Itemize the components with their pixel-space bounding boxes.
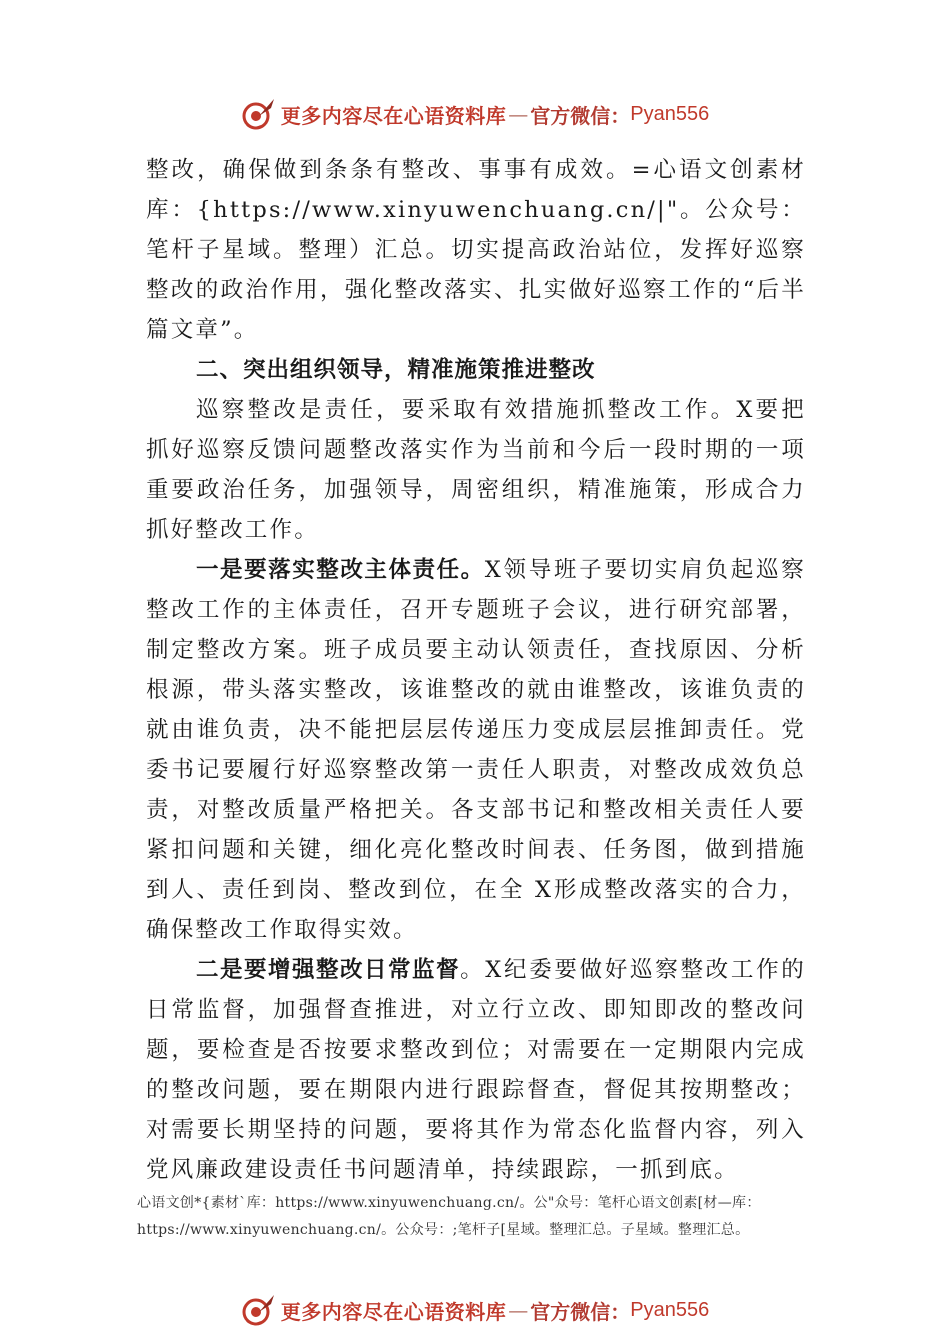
- top-watermark-banner: [0, 94, 950, 134]
- paragraph-1: 整改，确保做到条条有整改、事事有成效。=心语文创素材库：{https://www.xinyuwenchuang.cn/|"。公众号：笔杆子星域。整理）汇总。切实提高政治站位，发挥好巡察整改的政治作用，强化整改落实、扎实做好巡察工作的“后半篇文章”。: [146, 157, 806, 343]
- banner-wechat-id: Pyan556: [630, 1298, 710, 1321]
- banner-wechat-label: 官方微信：: [530, 103, 631, 128]
- banner-separator: —: [508, 102, 529, 126]
- paragraph-4-lead: 二是要增强整改日常监督: [196, 957, 461, 983]
- section-heading: 二、突出组织领导，精准施策推进整改: [196, 357, 596, 383]
- paragraph-3-text: X领导班子要切实肩负起巡察整改工作的主体责任，召开专题班子会议，进行研究部署，制定整改方案。班子成员要主动认领责任，查找原因、分析根源，带头落实整改，该谁整改的就由谁整改，该谁负责的就由谁负责，决不能把层层传递压力变成层层推卸责任。党委书记要履行好巡察整改第一责任人职责，对整改成效负总责，对整改质量严格把关。各支部书记和整改相关责任人要紧扣问题和关键，细化亮化整改时间表、任务图，做到措施到人、责任到岗、整改到位，在全 X形成整改落实的合力，确保整改工作取得实效。: [146, 557, 806, 943]
- paragraph-3-lead: 一是要落实整改主体责任。: [196, 557, 485, 583]
- banner-separator: —: [508, 1298, 529, 1322]
- paragraph-4: [146, 950, 806, 1190]
- document-body: [146, 150, 806, 1190]
- bottom-watermark-banner: [0, 1290, 950, 1330]
- watermark-footnote: 心语文创*{素材`库：https://www.xinyuwenchuang.cn/。公"众号：笔杆心语文创素[材—库：https://www.xinyuwenchuang.cn/。公众号：;笔杆子[星域。整理汇总。子星域。整理汇总。: [137, 1195, 761, 1238]
- quill-logo-icon: [241, 96, 277, 132]
- banner-text: 更多内容尽在心语资料库: [280, 103, 507, 128]
- quill-logo-icon: [241, 1292, 277, 1328]
- paragraph-4-text: 。X纪委要做好巡察整改工作的日常监督，加强督查推进，对立行立改、即知即改的整改问题，要检查是否按要求整改到位；对需要在一定期限内完成的整改问题，要在期限内进行跟踪督查，督促其按期整改；对需要长期坚持的问题，要将其作为常态化监督内容，列入党风廉政建设责任书问题清单，持续跟踪，一抓到底。: [146, 957, 806, 1183]
- paragraph-3: [146, 550, 806, 950]
- banner-text: 更多内容尽在心语资料库: [280, 1299, 507, 1324]
- paragraph-2: 巡察整改是责任，要采取有效措施抓整改工作。X要把抓好巡察反馈问题整改落实作为当前和今后一段时期的一项重要政治任务，加强领导，周密组织，精准施策，形成合力抓好整改工作。: [146, 397, 806, 543]
- banner-wechat-id: Pyan556: [630, 102, 710, 125]
- banner-wechat-label: 官方微信：: [530, 1299, 631, 1324]
